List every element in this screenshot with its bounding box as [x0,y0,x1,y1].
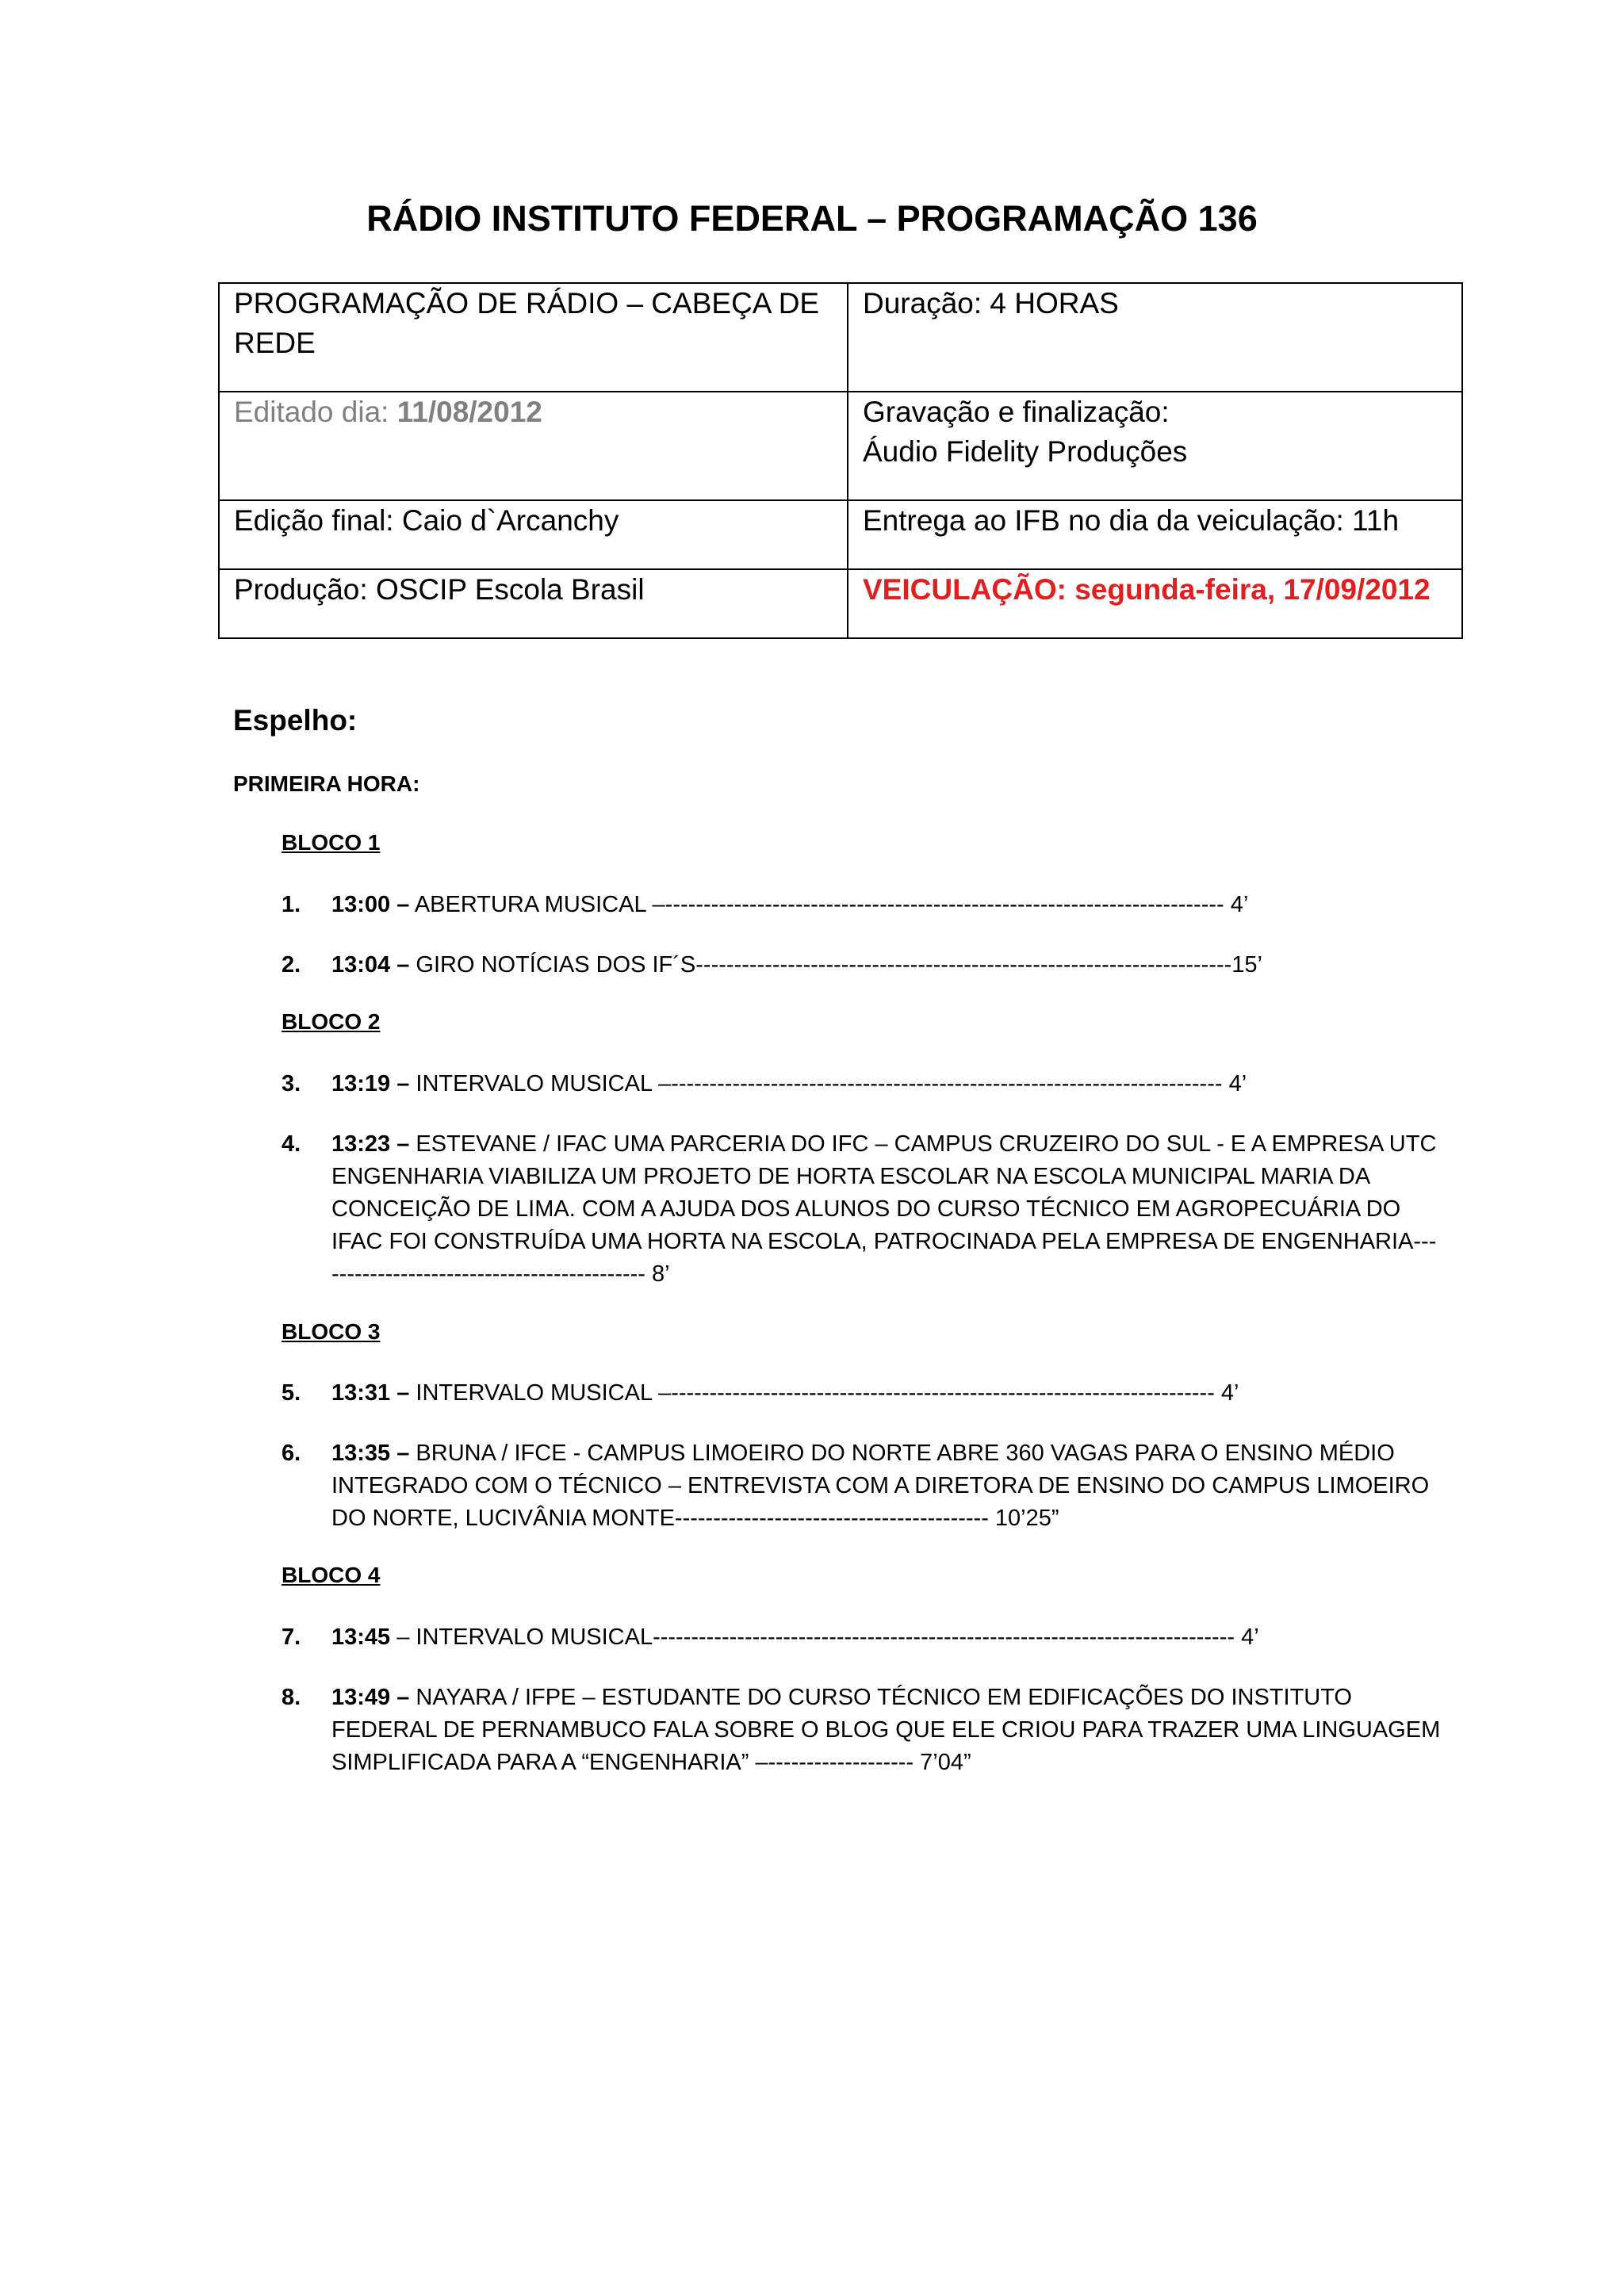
editado-date: 11/08/2012 [396,396,542,428]
bloco-heading: BLOCO 4 [282,1563,381,1587]
programacao-text: PROGRAMAÇÃO DE RÁDIO – CABEÇA DE REDE [234,287,820,359]
item-number: 7. [282,1624,301,1650]
item-time: 13:00 – [331,892,410,917]
duracao-cell [848,283,1462,392]
item-text: – INTERVALO MUSICAL---------------------------------------------------------------------------- 4’ [390,1624,1259,1650]
edicao-cell [219,500,848,569]
item-text: ESTEVANE / IFAC UMA PARCERIA DO IFC – CAMPUS CRUZEIRO DO SUL - E A EMPRESA UTC ENGENHARIA VIABILIZA UM PROJETO DE HORTA ESCOLAR NA ESCOLA MUNICIPAL MARIA DA CONCEIÇÃO DE LIMA. COM A AJUDA DOS ALUNOS DO CURSO TÉCNICO EM AGROPECUÁRIA DO IFAC FOI CONSTRUÍDA UMA HORTA NA ESCOLA, PATROCINADA PELA EMPRESA DE ENGENHARIA-------------------------------------------- 8’ [331,1131,1437,1287]
espelho-heading: Espelho: [233,704,358,737]
producao-text: Produção: OSCIP Escola Brasil [234,573,645,606]
item-text: INTERVALO MUSICAL –----------------------------------------------------------------------- 4’ [409,1380,1239,1406]
item-body [331,1682,1442,1779]
item-body [331,1377,1442,1410]
bloco-heading: BLOCO 2 [282,1009,381,1034]
gravacao-line2: Áudio Fidelity Produções [863,435,1188,468]
item-time: 13:35 – [331,1441,410,1466]
veiculacao-text: VEICULAÇÃO: segunda-feira, 17/09/2012 [863,573,1431,606]
page-title: RÁDIO INSTITUTO FEDERAL – PROGRAMAÇÃO 136 [366,198,1258,239]
item-text: NAYARA / IFPE – ESTUDANTE DO CURSO TÉCNICO EM EDIFICAÇÕES DO INSTITUTO FEDERAL DE PERNAMBUCO FALA SOBRE O BLOG QUE ELE CRIOU PARA TRAZER UMA LINGUAGEM SIMPLIFICADA PARA A “ENGENHARIA” –------------------- 7’04” [331,1685,1441,1775]
item-text: INTERVALO MUSICAL –------------------------------------------------------------------------ 4’ [409,1071,1247,1096]
item-body [331,1621,1442,1654]
item-body [331,1068,1442,1100]
primeira-hora-heading: PRIMEIRA HORA: [233,771,420,796]
editado-cell [219,392,848,500]
item-number: 6. [282,1441,301,1466]
item-time: 13:19 – [331,1071,410,1096]
program-info-table [218,282,1463,639]
editado-label: Editado dia: [234,396,397,428]
item-number: 4. [282,1131,301,1157]
entrega-cell [848,500,1462,569]
programacao-cell [219,283,848,392]
item-body [331,949,1442,982]
edicao-text: Edição final: Caio d`Arcanchy [234,504,619,537]
gravacao-line1: Gravação e finalização: [863,396,1170,428]
item-time: 13:45 [331,1624,391,1650]
bloco-heading: BLOCO 1 [282,830,381,855]
item-body [331,1437,1442,1535]
entrega-text: Entrega ao IFB no dia da veiculação: 11h [863,504,1400,537]
item-text: BRUNA / IFCE - CAMPUS LIMOEIRO DO NORTE ABRE 360 VAGAS PARA O ENSINO MÉDIO INTEGRADO COM O TÉCNICO – ENTREVISTA COM A DIRETORA DE ENSINO DO CAMPUS LIMOEIRO DO NORTE, LUCIVÂNIA MONTE----------------------------------------- 10’25” [331,1441,1430,1531]
item-body [331,1128,1442,1291]
item-number: 8. [282,1685,301,1710]
item-text: GIRO NOTÍCIAS DOS IF´S----------------------------------------------------------------------15’ [409,952,1262,978]
item-text: ABERTURA MUSICAL –------------------------------------------------------------------------- 4’ [409,892,1249,917]
item-number: 5. [282,1380,301,1406]
veiculacao-cell [848,569,1462,638]
bloco-heading: BLOCO 3 [282,1319,381,1344]
item-time: 13:31 – [331,1380,410,1406]
item-number: 2. [282,952,301,978]
duracao-text: Duração: 4 HORAS [863,287,1119,320]
item-time: 13:49 – [331,1685,410,1710]
item-number: 3. [282,1071,301,1096]
item-body [331,889,1442,921]
item-time: 13:23 – [331,1131,410,1157]
item-time: 13:04 – [331,952,410,978]
item-number: 1. [282,892,301,917]
producao-cell [219,569,848,638]
gravacao-cell [848,392,1462,500]
